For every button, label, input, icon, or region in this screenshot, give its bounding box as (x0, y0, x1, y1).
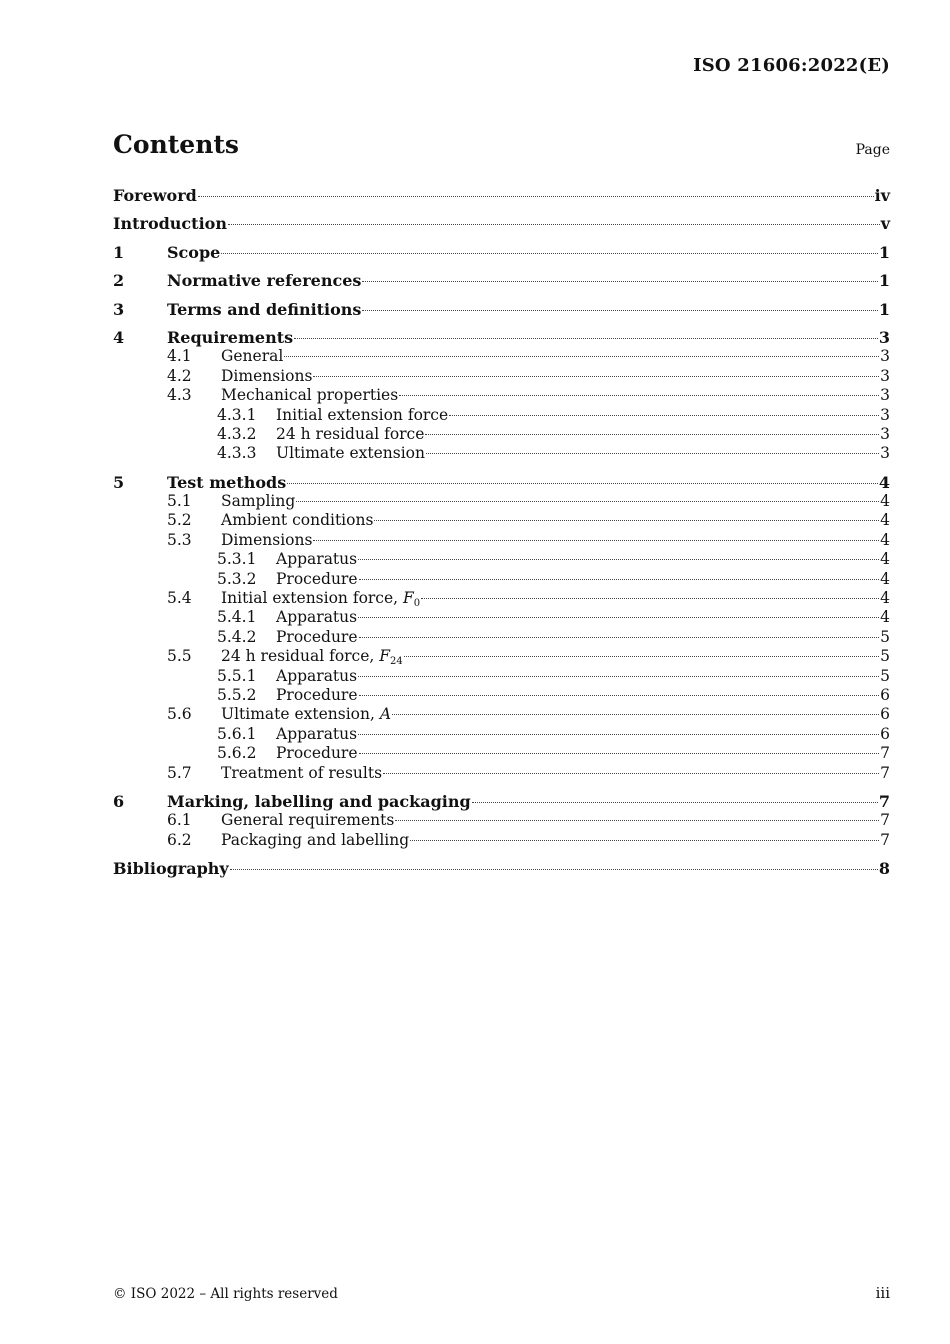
toc-number: 5.3.1 (217, 550, 257, 569)
toc-label: Initial extension force (276, 405, 449, 424)
toc-label: Treatment of results (221, 763, 383, 782)
toc-label: Apparatus (276, 666, 358, 685)
toc-entry-2[interactable] (113, 271, 890, 290)
toc-entry-5-1[interactable] (113, 492, 890, 511)
dot-leader (362, 310, 877, 311)
toc-number: 4.3 (167, 386, 192, 405)
toc-label: Dimensions (221, 366, 313, 385)
toc-label: Procedure (276, 685, 358, 704)
toc-number: 5.6.1 (217, 724, 257, 743)
toc-number: 5.7 (167, 763, 192, 782)
toc-label: Bibliography (113, 859, 229, 879)
toc-entry-1[interactable] (113, 243, 890, 262)
toc-number: 5.3 (167, 530, 192, 549)
toc-number: 5.6.2 (217, 744, 257, 763)
dot-leader (404, 656, 879, 657)
toc-label: Procedure (276, 569, 358, 588)
toc-number: 6 (113, 791, 125, 811)
toc-number: 4.3.3 (217, 444, 257, 463)
toc-label: Apparatus (276, 550, 358, 569)
toc-label: General requirements (221, 811, 395, 830)
toc-number: 5.4.2 (217, 627, 257, 646)
toc-page-number: 7 (880, 830, 890, 849)
toc-number: 4.1 (167, 347, 192, 366)
dot-leader (421, 598, 879, 599)
table-of-contents (113, 186, 890, 879)
dot-leader (359, 695, 880, 696)
toc-label: Marking, labelling and packaging (167, 791, 471, 811)
toc-label: Introduction (113, 214, 227, 234)
toc-label: Foreword (113, 186, 197, 205)
toc-page-number: 8 (878, 859, 890, 879)
toc-page-number: 4 (878, 472, 890, 492)
toc-entry-4-3-1[interactable] (113, 406, 890, 425)
copyright-notice: © ISO 2022 – All rights reserved (113, 1286, 338, 1302)
toc-entry-4-2[interactable] (113, 367, 890, 386)
toc-number: 5.3.2 (217, 569, 257, 588)
toc-number: 2 (113, 271, 125, 291)
toc-entry-3[interactable] (113, 300, 890, 319)
toc-page-number: 6 (880, 724, 890, 743)
toc-entry-5-4-1[interactable] (113, 608, 890, 627)
toc-label: Ultimate extension (276, 444, 425, 463)
dot-leader (383, 773, 879, 774)
toc-number: 1 (113, 242, 125, 262)
toc-page-number: 3 (880, 405, 890, 424)
toc-page-number: 1 (878, 299, 890, 319)
dot-leader (296, 501, 879, 502)
dot-leader (313, 376, 879, 377)
toc-label: Procedure (276, 627, 358, 646)
toc-label-text: 24 h residual force, (221, 647, 380, 666)
toc-entry-5-6[interactable] (113, 705, 890, 724)
dot-leader (198, 196, 874, 197)
toc-page-number: 4 (880, 569, 890, 588)
toc-entry-4-3-3[interactable] (113, 444, 890, 463)
toc-entry-5-5-1[interactable] (113, 667, 890, 686)
toc-label: Packaging and labelling (221, 830, 410, 849)
toc-label: 24 h residual force (276, 424, 425, 443)
toc-label: Sampling (221, 492, 296, 511)
dot-leader (426, 453, 879, 454)
toc-page-number: 4 (880, 608, 890, 627)
toc-entry-5-5-2[interactable] (113, 686, 890, 705)
toc-page-number: iv (874, 186, 890, 205)
toc-page-number: 7 (880, 763, 890, 782)
toc-number: 5.6 (167, 705, 192, 724)
toc-entry-6-2[interactable] (113, 831, 890, 850)
toc-entry-5-4[interactable] (113, 589, 890, 608)
toc-page-number: 4 (880, 550, 890, 569)
toc-entry-introduction[interactable] (113, 214, 890, 233)
toc-entry-4-1[interactable] (113, 347, 890, 366)
dot-leader (410, 840, 879, 841)
toc-number: 5.2 (167, 511, 192, 530)
toc-page-number: 7 (880, 811, 890, 830)
toc-label-text: Initial extension force, (221, 589, 404, 608)
toc-entry-bibliography[interactable] (113, 859, 890, 878)
math-subscript: 24 (390, 656, 403, 668)
toc-entry-5-6-2[interactable] (113, 744, 890, 763)
toc-entry-4-3-2[interactable] (113, 425, 890, 444)
toc-page-number: 7 (878, 791, 890, 811)
toc-number: 4.3.2 (217, 424, 257, 443)
toc-page-number: v (880, 214, 890, 234)
dot-leader (472, 802, 878, 803)
toc-entry-5[interactable] (113, 473, 890, 492)
toc-number: 5.5.2 (217, 685, 257, 704)
document-identifier: ISO 21606:2022(E) (693, 55, 890, 76)
dot-leader (228, 224, 880, 225)
dot-leader (359, 637, 880, 638)
toc-page-number: 4 (880, 492, 890, 511)
toc-entry-foreword[interactable] (113, 186, 890, 205)
toc-label: Apparatus (276, 608, 358, 627)
toc-page-number: 3 (878, 327, 890, 347)
toc-label: Terms and definitions (167, 299, 362, 319)
dot-leader (221, 253, 878, 254)
toc-entry-5-4-2[interactable] (113, 628, 890, 647)
toc-number: 4.3.1 (217, 405, 257, 424)
toc-label (221, 705, 391, 724)
dot-leader (359, 579, 880, 580)
math-subscript: 0 (413, 598, 421, 610)
page-column-label: Page (855, 142, 890, 158)
dot-leader (313, 540, 879, 541)
toc-number: 5.4 (167, 589, 192, 608)
toc-entry-5-5[interactable] (113, 647, 890, 666)
page-number: iii (875, 1284, 890, 1302)
toc-label: Procedure (276, 744, 358, 763)
dot-leader (358, 559, 879, 560)
toc-entry-4[interactable] (113, 328, 890, 347)
dot-leader (230, 869, 878, 870)
toc-entry-5-3[interactable] (113, 531, 890, 550)
toc-page-number: 7 (880, 744, 890, 763)
toc-label-text: Ultimate extension, (221, 705, 380, 724)
toc-entry-5-3-1[interactable] (113, 550, 890, 569)
dot-leader (358, 734, 879, 735)
toc-page-number: 1 (878, 271, 890, 291)
math-symbol: A (379, 705, 392, 724)
toc-page-number: 3 (880, 347, 890, 366)
dot-leader (425, 434, 879, 435)
dot-leader (287, 483, 878, 484)
toc-entry-5-2[interactable] (113, 511, 890, 530)
toc-label: Normative references (167, 271, 362, 291)
toc-number: 4.2 (167, 366, 192, 385)
toc-page-number: 3 (880, 424, 890, 443)
toc-entry-5-3-2[interactable] (113, 570, 890, 589)
toc-number: 5.4.1 (217, 608, 257, 627)
math-symbol: F (403, 589, 414, 608)
dot-leader (374, 520, 879, 521)
toc-number: 5.5.1 (217, 666, 257, 685)
dot-leader (449, 415, 879, 416)
toc-page-number: 4 (880, 589, 890, 608)
toc-page-number: 5 (880, 627, 890, 646)
toc-number: 6.1 (167, 811, 192, 830)
toc-entry-5-6-1[interactable] (113, 725, 890, 744)
toc-label: Scope (167, 242, 221, 262)
toc-page-number: 5 (880, 647, 890, 666)
toc-label: Mechanical properties (221, 386, 399, 405)
toc-page-number: 3 (880, 386, 890, 405)
toc-page-number: 3 (880, 366, 890, 385)
dot-leader (284, 356, 879, 357)
toc-number: 5.1 (167, 492, 192, 511)
toc-number: 6.2 (167, 830, 192, 849)
toc-page-number: 6 (880, 705, 890, 724)
dot-leader (358, 676, 879, 677)
toc-page-number: 5 (880, 666, 890, 685)
toc-entry-4-3[interactable] (113, 386, 890, 405)
toc-entry-6[interactable] (113, 792, 890, 811)
math-symbol: F (379, 647, 391, 666)
dot-leader (395, 820, 879, 821)
toc-page-number: 4 (880, 530, 890, 549)
toc-label: Test methods (167, 472, 287, 492)
toc-page-number: 4 (880, 511, 890, 530)
toc-label: Requirements (167, 327, 294, 347)
dot-leader (359, 753, 880, 754)
toc-label: Apparatus (276, 724, 358, 743)
dot-leader (294, 338, 878, 339)
toc-number: 4 (113, 327, 125, 347)
toc-number: 5 (113, 472, 125, 492)
dot-leader (362, 281, 877, 282)
contents-title: Contents (113, 130, 240, 159)
toc-page-number: 1 (878, 242, 890, 262)
toc-page-number: 6 (880, 685, 890, 704)
toc-entry-6-1[interactable] (113, 811, 890, 830)
dot-leader (399, 395, 879, 396)
toc-entry-5-7[interactable] (113, 764, 890, 783)
toc-number: 3 (113, 299, 125, 319)
toc-label: Ambient conditions (221, 511, 374, 530)
toc-label: General (221, 347, 284, 366)
toc-number: 5.5 (167, 647, 192, 666)
dot-leader (358, 617, 879, 618)
toc-page-number: 3 (880, 444, 890, 463)
dot-leader (392, 714, 879, 715)
toc-label: Dimensions (221, 530, 313, 549)
